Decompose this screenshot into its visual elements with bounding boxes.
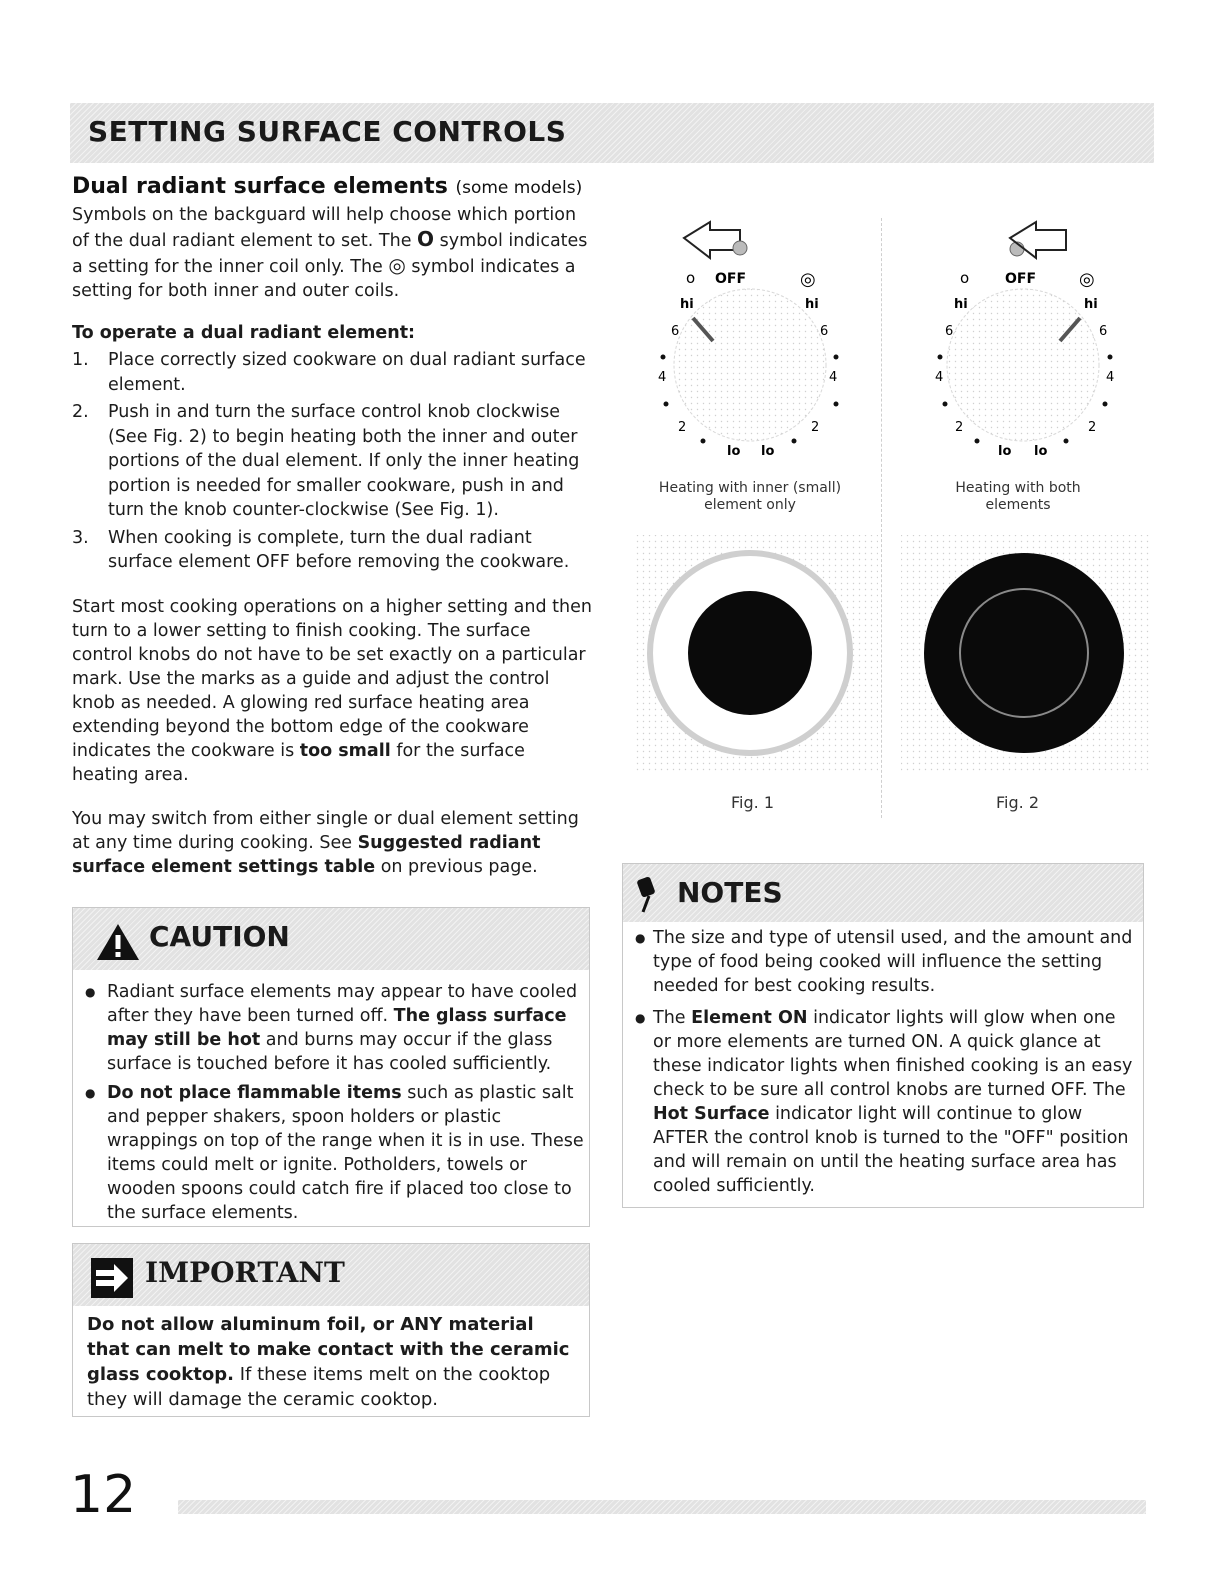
note-bold: Element ON	[691, 1008, 808, 1028]
both-coils-symbol-icon: ◎	[388, 253, 406, 277]
dial-hi: hi	[680, 297, 694, 312]
caution-header	[73, 908, 589, 970]
note-bold: Hot Surface	[653, 1104, 770, 1124]
arrow-icon	[91, 1258, 133, 1298]
inner-symbol: o	[960, 269, 970, 287]
para1-text: Start most cooking operations on a higher setting and then turn to a lower setting to finish cooking. The surface control knobs do not have to be set exactly on a particular mark. Use the marks as a guide and adjust the control knob as needed. A glowing red surface heating area extending beyond the bottom edge of the cookware indicates the cookware is	[72, 596, 592, 761]
important-header	[73, 1244, 589, 1306]
inner-coil-symbol-icon: O	[417, 227, 435, 251]
para1-bold: too small	[299, 740, 391, 761]
notes-list	[623, 926, 1143, 1198]
inner-symbol: o	[686, 269, 696, 287]
dial-2: 2	[955, 420, 964, 435]
dial-4: 4	[829, 370, 838, 385]
page-number: 12	[70, 1465, 137, 1525]
notes-header	[623, 864, 1143, 922]
dial-2: 2	[678, 420, 687, 435]
dial-4: 4	[935, 370, 944, 385]
fig2-element	[901, 535, 1151, 773]
notes-label: NOTES	[677, 876, 783, 909]
caution-bold: Do not place flammable items	[107, 1083, 402, 1103]
dial-2: 2	[811, 420, 820, 435]
caution-label: CAUTION	[149, 920, 290, 953]
both-symbol: ◎	[1079, 269, 1095, 290]
para2-bold: Suggested radiant surface element settings table	[72, 832, 541, 877]
step-text: When cooking is complete, turn the dual radiant surface element OFF before removing the cookware.	[108, 527, 570, 572]
dual-title-note: (some models)	[455, 178, 583, 198]
note-text: indicator light will continue to glow AFTER the control knob is turned to the "OFF" position and will remain on until the heating surface area has cooled sufficiently.	[653, 1104, 1129, 1196]
off-label: OFF	[1005, 271, 1037, 287]
fig1-caption	[640, 480, 860, 514]
note-text: The	[653, 1008, 686, 1028]
step-text: Place correctly sized cookware on dual radiant surface element.	[108, 350, 586, 395]
fig1-caption-line: Heating with inner (small)	[658, 480, 842, 496]
dial-6: 6	[945, 324, 954, 339]
dual-title: Dual radiant surface elements	[72, 174, 448, 199]
para1-text-end: for the surface heating area.	[72, 740, 525, 785]
step-number: 1.	[72, 350, 89, 370]
note-text: The size and type of utensil used, and the amount and type of food being cooked will influence the setting needed for best cooking results.	[653, 928, 1133, 996]
warning-icon	[95, 922, 141, 962]
para2-text-end: on previous page.	[380, 856, 538, 877]
caution-text: Radiant surface elements may appear to have cooled after they have been turned off.	[107, 982, 578, 1026]
fig2-caption-line: Heating with both	[955, 480, 1081, 496]
note-item	[623, 1006, 1137, 1198]
intro-part-3: symbol indicates a setting for both inner and outer coils.	[72, 257, 576, 301]
notes-box	[622, 863, 1144, 1208]
caution-bold: The glass surface may still be hot	[107, 1006, 567, 1050]
intro-part-2: symbol indicates a setting for the inner coil only. The	[72, 231, 588, 277]
caution-item	[73, 980, 589, 1076]
caution-item	[73, 1081, 589, 1225]
dial-hi: hi	[1084, 297, 1098, 312]
caution-text: and burns may occur if the glass surface is touched before it has cooled sufficiently.	[107, 1030, 553, 1074]
fig1-label: Fig. 1	[731, 793, 774, 812]
fig1-element	[634, 535, 878, 773]
dial-lo: lo	[727, 444, 741, 459]
both-symbol: ◎	[800, 269, 816, 290]
dial-hi: hi	[805, 297, 819, 312]
dial-lo: lo	[998, 444, 1012, 459]
dial-lo: lo	[761, 444, 775, 459]
caution-text: such as plastic salt and pepper shakers, spoon holders or plastic wrappings on top of the range when it is in use. These items could melt or ignite. Potholders, towels or wooden spoons could catch fire if placed too close to the surface elements.	[107, 1083, 584, 1223]
dial-6: 6	[820, 324, 829, 339]
footer-bar	[178, 1500, 1146, 1514]
para2-text: You may switch from either single or dual element setting at any time during cooking. See	[72, 808, 579, 853]
fig1-caption-line: element only	[704, 497, 796, 513]
important-text	[73, 1306, 589, 1412]
off-label: OFF	[715, 271, 747, 287]
important-bold: Do not allow aluminum foil, or ANY material that can melt to make contact with the ceramic glass cooktop.	[87, 1314, 570, 1385]
fig2-dial	[935, 222, 1114, 459]
important-label: IMPORTANT	[145, 1256, 345, 1289]
step-number: 2.	[72, 402, 89, 422]
step-text: Push in and turn the surface control knob clockwise (See Fig. 2) to begin heating both the inner and outer portions of the dual element. If only the inner heating portion is needed for smaller cookware, push in and turn the knob counter-clockwise (See Fig. 1).	[108, 402, 580, 520]
fig2-caption	[918, 480, 1118, 514]
important-box	[72, 1243, 590, 1417]
fig2-caption-line: elements	[985, 497, 1051, 513]
intro-part-1: Symbols on the backguard will help choose which portion of the dual radiant element to set. The	[72, 205, 577, 251]
note-item	[623, 926, 1137, 998]
dial-hi: hi	[954, 297, 968, 312]
dial-6: 6	[671, 324, 680, 339]
caution-box	[72, 907, 590, 1227]
important-rest: If these items melt on the cooktop they will damage the ceramic cooktop.	[87, 1364, 551, 1410]
caution-list	[73, 980, 589, 1225]
note-text: indicator lights will glow when one or more elements are turned ON. A quick glance at these indicator lights when finished cooking is an easy check to be sure all control knobs are turned OFF.	[653, 1008, 1133, 1100]
fig1-dial	[658, 222, 839, 459]
ccw-arrow-icon	[684, 222, 740, 258]
dial-lo: lo	[1034, 444, 1048, 459]
knob-icon	[733, 241, 747, 255]
step-number: 3.	[72, 527, 89, 548]
dial-6: 6	[1099, 324, 1108, 339]
pushpin-icon	[633, 874, 663, 914]
operate-heading: To operate a dual radiant element:	[72, 323, 416, 343]
section-title: SETTING SURFACE CONTROLS	[88, 115, 567, 148]
dial-4: 4	[658, 370, 667, 385]
fig2-label: Fig. 2	[996, 793, 1039, 812]
dial-2: 2	[1088, 420, 1097, 435]
dial-4: 4	[1106, 370, 1115, 385]
note-text: The	[1093, 1080, 1126, 1100]
